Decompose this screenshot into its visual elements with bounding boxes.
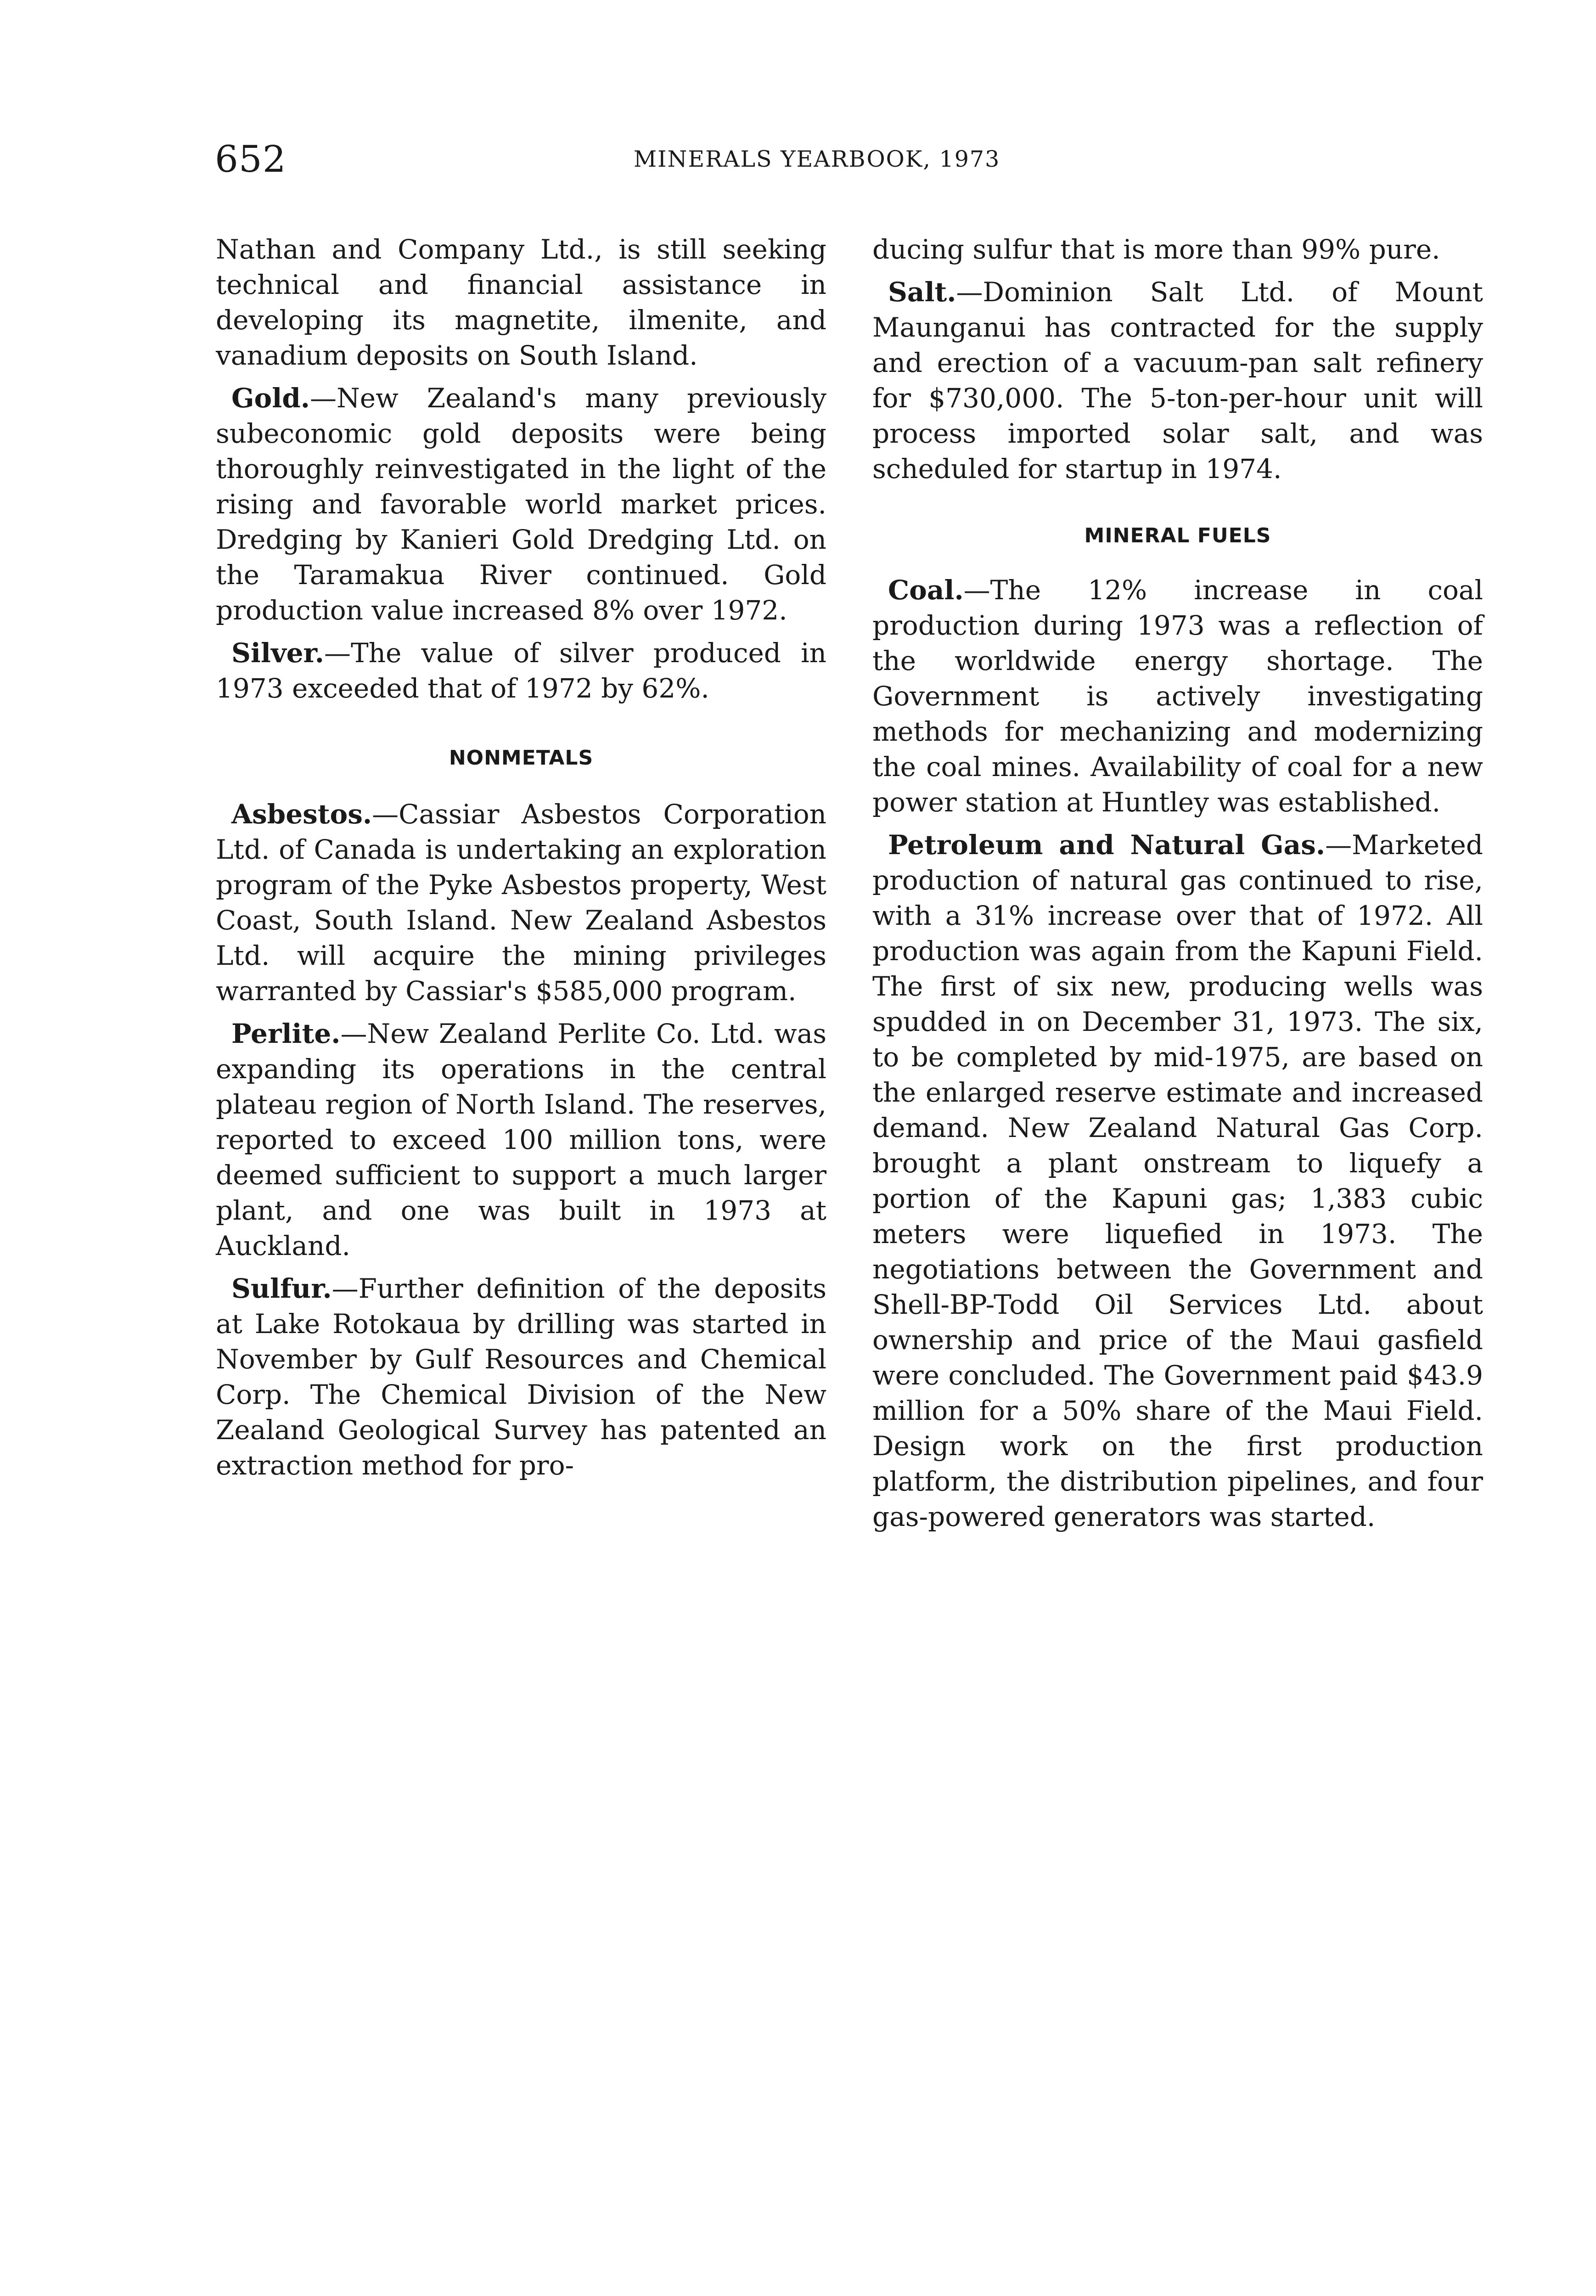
left-column: [216, 232, 826, 1491]
nonmetals-heading: NONMETALS: [449, 746, 594, 770]
perlite-text: —New Zealand Perlite Co. Ltd. was expanding its operations in the central plateau region of North Island. The reserves, reported to exceed 100 million tons, were deemed sufficient to support a much larger plant, and one was built in 1973 at Auckland.: [216, 1018, 826, 1261]
salt-lead: Salt.: [888, 276, 956, 308]
paragraph-sulfur: [216, 1271, 826, 1483]
paragraph-coal: [872, 573, 1483, 820]
coal-text: —The 12% increase in coal production during 1973 was a reflection of the worldwide energy shortage. The Government is actively investigating methods for mechanizing and modernizing the coal mines. Availability of coal for a new power station at Huntley was established.: [872, 574, 1483, 818]
paragraph-silver: [216, 636, 826, 706]
paragraph-salt: [872, 275, 1483, 487]
petroleum-lead: Petroleum and Natural Gas.: [888, 829, 1326, 861]
silver-lead: Silver.: [231, 637, 324, 669]
mineral-fuels-heading: MINERAL FUELS: [1084, 524, 1271, 547]
paragraph-gold: [216, 381, 826, 628]
right-column: [872, 232, 1483, 1542]
coal-lead: Coal.: [888, 574, 964, 606]
salt-text: —Dominion Salt Ltd. of Mount Maunganui has contracted for the supply and erection of a vacuum-pan salt refinery for $730,000. The 5-ton-per-hour unit will process imported solar salt, and was scheduled for startup in 1974.: [872, 276, 1483, 484]
paragraph-perlite: [216, 1016, 826, 1264]
page-number: 652: [215, 138, 287, 180]
perlite-lead: Perlite.: [231, 1018, 341, 1049]
sulfur-text: —Further definition of the deposits at Lake Rotokaua by drilling was started in November by Gulf Resources and Chemical Corp. The Chemical Division of the New Zealand Geological Survey has patented an extraction method for pro-: [216, 1273, 826, 1481]
asbestos-text: —Cassiar Asbestos Corporation Ltd. of Canada is undertaking an exploration program of the Pyke Asbestos property, West Coast, South Island. New Zealand Asbestos Ltd. will acquire the mining privileges warranted by Cassiar's $585,000 program.: [216, 799, 826, 1007]
petroleum-text: —Marketed production of natural gas continued to rise, with a 31% increase over that of 1972. All production was again from the Kapuni Field. The first of six new, producing wells was spudded in on December 31, 1973. The six, to be completed by mid-1975, are based on the enlarged reserve estimate and increased demand. New Zealand Natural Gas Corp. brought a plant onstream to liquefy a portion of the Kapuni gas; 1,383 cubic meters were liquefied in 1973. The negotiations between the Government and Shell-BP-Todd Oil Services Ltd. about ownership and price of the Maui gasfield were concluded. The Government paid $43.9 million for a 50% share of the Maui Field. Design work on the first production platform, the distribution pipelines, and four gas-powered generators was started.: [872, 829, 1483, 1532]
paragraph-sulfur-continued: ducing sulfur that is more than 99% pure.: [872, 234, 1440, 265]
running-title: MINERALS YEARBOOK, 1973: [634, 146, 1000, 172]
paragraph-nathan: Nathan and Company Ltd., is still seeking technical and financial assistance in developing its magnetite, ilmenite, and vanadium deposits on South Island.: [216, 234, 826, 371]
silver-text: —The value of silver produced in 1973 exceeded that of 1972 by 62%.: [216, 637, 826, 704]
gold-text: —New Zealand's many previously subeconomic gold deposits were being thoroughly reinvestigated in the light of the rising and favorable world market prices. Dredging by Kanieri Gold Dredging Ltd. on the Taramakua River continued. Gold production value increased 8% over 1972.: [216, 383, 826, 626]
paragraph-petroleum: [872, 827, 1483, 1535]
paragraph-asbestos: [216, 797, 826, 1009]
gold-lead: Gold.: [231, 383, 310, 414]
sulfur-lead: Sulfur.: [231, 1273, 332, 1304]
asbestos-lead: Asbestos.: [231, 799, 372, 830]
